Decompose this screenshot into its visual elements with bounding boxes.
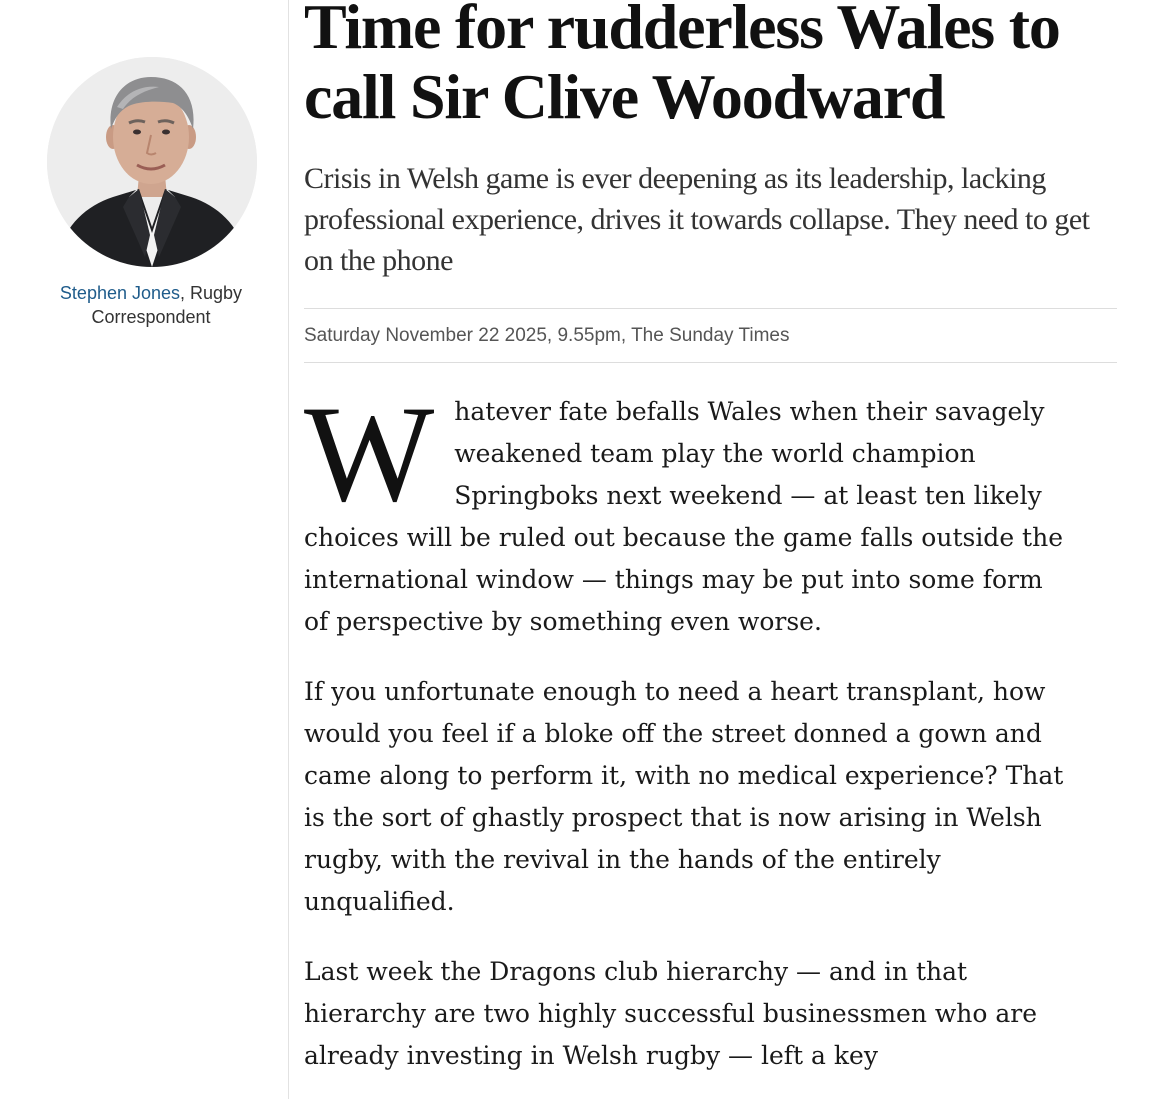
article-standfirst: Crisis in Welsh game is ever deepening as its leadership, lacking professional experience, drives it towards collapse. They need to get on the phone <box>304 162 1090 277</box>
author-role: , Rugby Correspondent <box>91 283 243 327</box>
author-photo <box>47 57 257 267</box>
author-sidebar <box>0 0 289 1099</box>
divider-bottom <box>304 362 1117 363</box>
author-name-link[interactable]: Stephen Jones <box>59 283 181 303</box>
article-dateline: Saturday November 22 2025, 9.55pm, The Sunday Times <box>304 325 790 346</box>
article-headline: Time for rudderless Wales to call Sir Clive Woodward <box>304 0 1060 132</box>
divider-top <box>304 308 1117 309</box>
author-avatar[interactable] <box>47 57 257 267</box>
body-paragraph: If you unfortunate enough to need a heart transplant, how would you feel if a bloke off the street donned a gown and came along to perform it, with no medical experience? That is the sort of ghastly prospect that is now arising in Welsh rugby, with the revival in the hands of the entirely unqualified. <box>304 677 1064 916</box>
drop-cap: W <box>304 377 435 530</box>
article-body <box>304 377 1064 1099</box>
paragraph-text: hatever fate befalls Wales when their savagely weakened team play the world champion Springboks next weekend — at least ten likely choices will be ruled out because the game falls outside the international window — things may be put into some form of perspective by something even worse. <box>304 397 1063 636</box>
body-paragraph: Last week the Dragons club hierarchy — and in that hierarchy are two highly successful businessmen who are already investing in Welsh rugby — left a key <box>304 957 1038 1070</box>
author-byline <box>20 281 282 329</box>
body-paragraph <box>304 377 1064 643</box>
